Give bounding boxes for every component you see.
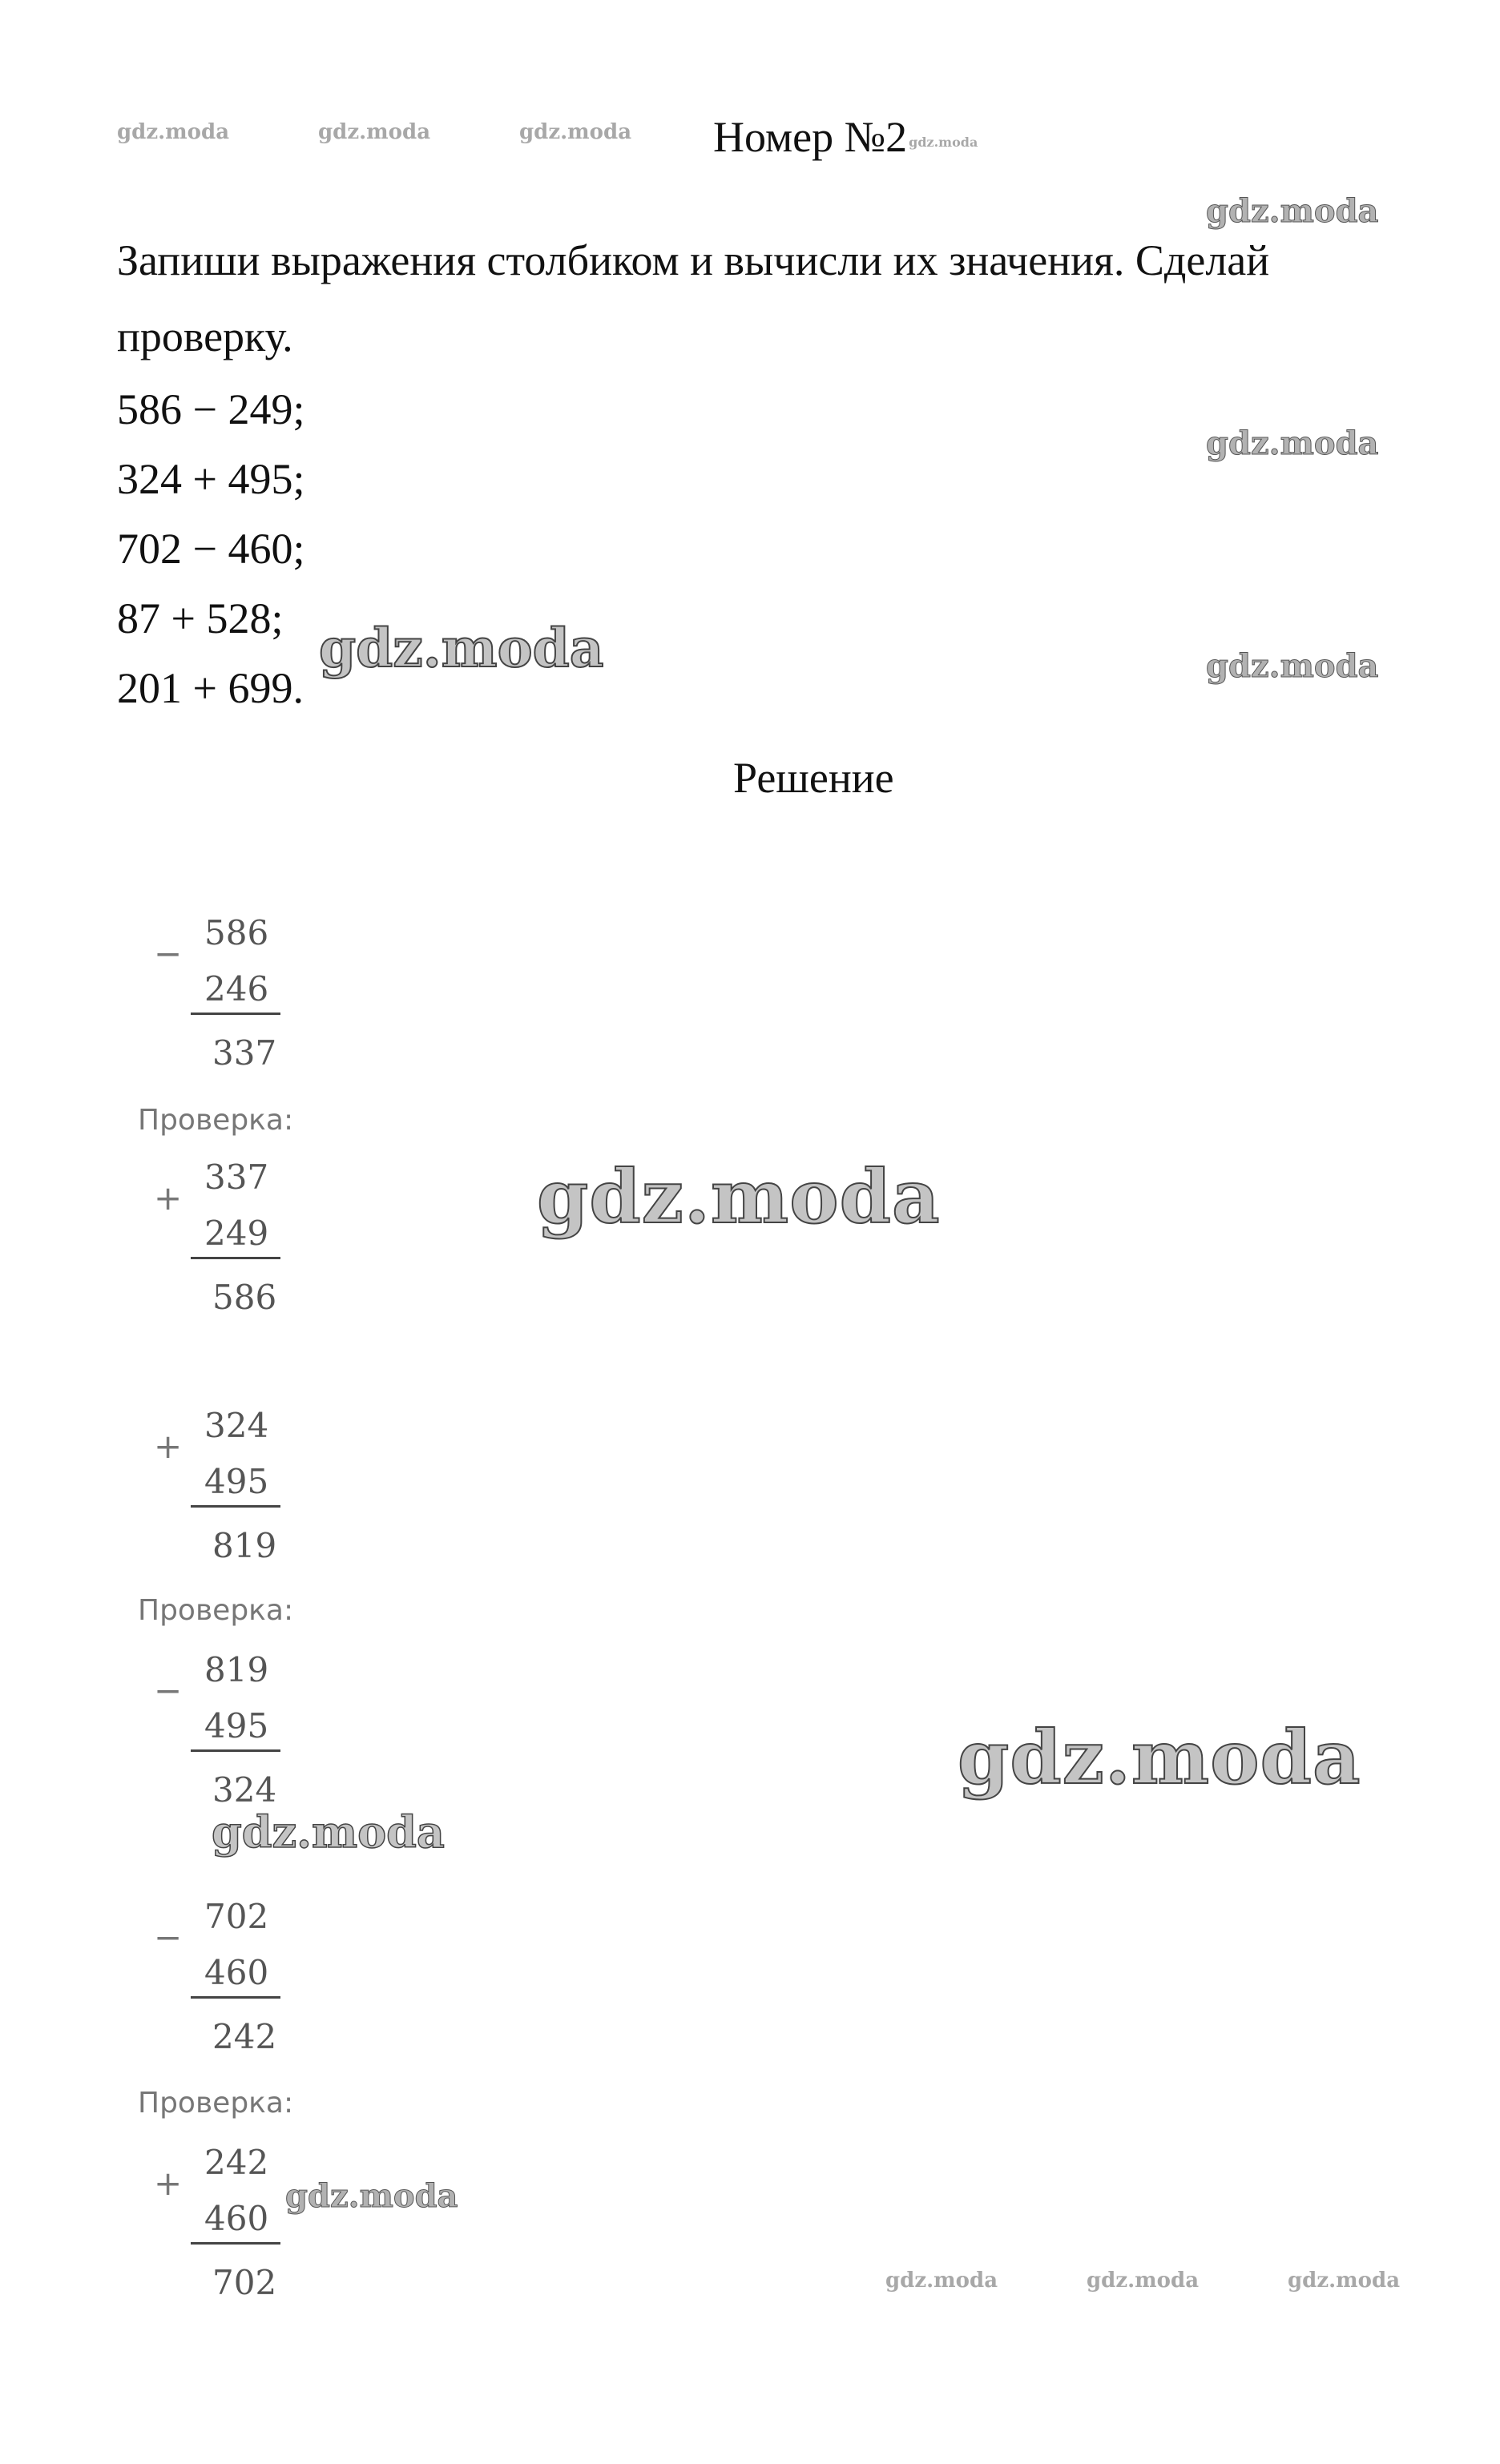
watermark: gdz.moda: [318, 120, 431, 144]
task-text-line: Запиши выражения столбиком и вычисли их значения. Сделай: [117, 236, 1270, 284]
operator-sign: −: [154, 1671, 183, 1710]
operator-sign: +: [154, 1178, 183, 1218]
watermark: gdz.moda: [1087, 2269, 1200, 2293]
task-text-line: проверку.: [117, 312, 293, 360]
page-title-text: Номер №2: [713, 113, 908, 161]
result-line: [191, 1505, 280, 1508]
operand-2: 249: [204, 1214, 269, 1253]
check-label: Проверка:: [138, 1104, 294, 1137]
result: 324: [212, 1770, 277, 1810]
result-line: [191, 2242, 280, 2245]
watermark: gdz.moda: [885, 2269, 998, 2293]
task-expression: 201 + 699.: [117, 664, 304, 712]
operand-1: 702: [204, 1897, 269, 1936]
watermark: gdz.moda: [319, 617, 604, 679]
result-line: [191, 1749, 280, 1752]
operand-2: 495: [204, 1706, 269, 1745]
operand-2: 495: [204, 1462, 269, 1501]
operand-1: 324: [204, 1406, 269, 1445]
task-expression: 324 + 495;: [117, 455, 305, 503]
result: 586: [212, 1278, 277, 1317]
column-calculation: [120, 1897, 329, 2113]
watermark: gdz.moda: [285, 2177, 458, 2215]
result-line: [191, 1257, 280, 1259]
operand-2: 246: [204, 969, 269, 1009]
task-expression: 586 − 249;: [117, 385, 305, 433]
watermark: gdz.moda: [519, 120, 632, 144]
result: 337: [212, 1033, 277, 1073]
page-title: [713, 112, 976, 162]
operand-2: 460: [204, 1953, 269, 1992]
watermark: gdz.moda: [958, 1714, 1361, 1801]
solution-title: Решение: [733, 754, 894, 802]
result: 702: [212, 2263, 277, 2302]
watermark: gdz.moda: [909, 135, 978, 150]
result-line: [191, 1996, 280, 1999]
column-calculation: [120, 913, 329, 1129]
watermark: gdz.moda: [1288, 2269, 1401, 2293]
watermark: gdz.moda: [1206, 425, 1379, 462]
operator-sign: −: [154, 934, 183, 973]
check-label: Проверка:: [138, 2087, 294, 2120]
watermark: gdz.moda: [1206, 192, 1379, 230]
column-calculation: [120, 2143, 329, 2359]
result-line: [191, 1013, 280, 1015]
operator-sign: −: [154, 1918, 183, 1957]
task-expression: 702 − 460;: [117, 525, 305, 573]
task-expression: 87 + 528;: [117, 594, 284, 642]
operator-sign: +: [154, 2164, 183, 2203]
result: 819: [212, 1526, 277, 1565]
operand-1: 337: [204, 1158, 269, 1197]
operand-2: 460: [204, 2199, 269, 2238]
operand-1: 586: [204, 913, 269, 952]
operand-1: 819: [204, 1650, 269, 1689]
watermark: gdz.moda: [537, 1153, 941, 1240]
result: 242: [212, 2017, 277, 2056]
watermark: gdz.moda: [117, 120, 230, 144]
watermark: gdz.moda: [212, 1806, 445, 1858]
check-label: Проверка:: [138, 1594, 294, 1627]
column-calculation: [120, 1406, 329, 1622]
column-calculation: [120, 1158, 329, 1374]
operand-1: 242: [204, 2143, 269, 2182]
operator-sign: +: [154, 1427, 183, 1466]
watermark: gdz.moda: [1206, 647, 1379, 685]
